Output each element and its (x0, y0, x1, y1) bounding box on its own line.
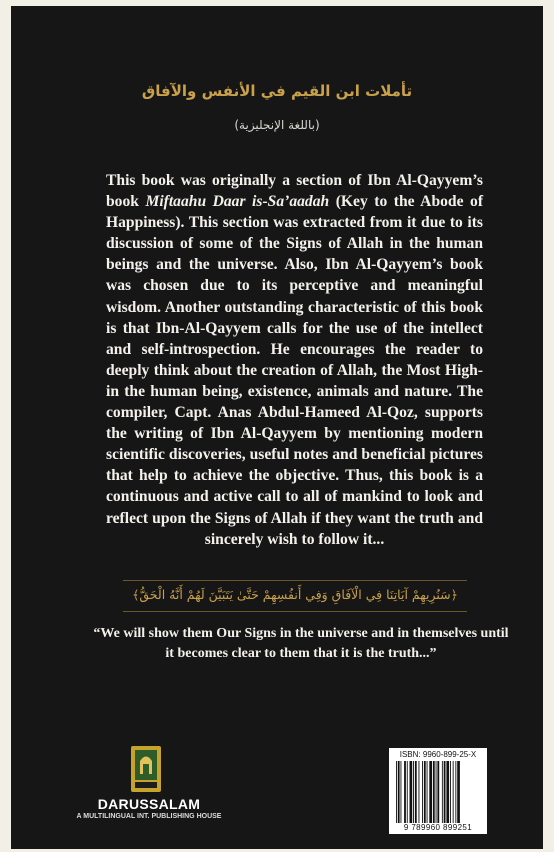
barcode-bar (433, 761, 435, 823)
back-cover (11, 6, 543, 849)
publisher-name: DARUSSALAM (97, 796, 201, 812)
barcode-bar (398, 761, 400, 823)
barcode-bar (413, 761, 414, 823)
barcode-bar (446, 761, 449, 823)
barcode-bar (407, 761, 408, 823)
verse-translation: “We will show them Our Signs in the universe and in themselves until it becomes clear to them that it is the truth...” (93, 626, 509, 661)
barcode-bar (424, 761, 426, 823)
barcode-bar (415, 761, 417, 823)
barcode-bar (410, 761, 413, 823)
quran-verse-frame (123, 580, 467, 612)
barcode-digits: 9 789960 899251 (403, 823, 473, 832)
barcode-bar (419, 761, 420, 823)
description-text-start: This book was originally a section of Ibn Al-Qayyem’s book (106, 172, 483, 211)
barcode-bar (422, 761, 423, 823)
barcode-bar (436, 761, 437, 823)
isbn-label: ISBN: 9960-899-25-X (399, 750, 477, 759)
barcode-bar (437, 761, 439, 823)
barcode-bar (401, 761, 402, 823)
barcode-bar (404, 761, 406, 823)
logo-base (135, 782, 157, 788)
barcode-bar (444, 761, 446, 823)
barcode-bar (429, 761, 432, 823)
publisher-tagline: A MULTILINGUAL INT. PUBLISHING HOUSE (76, 813, 222, 820)
barcode-bar (427, 761, 428, 823)
darussalam-logo-icon (131, 746, 161, 792)
arabic-title: تأملات ابن القيم في الأنفس والآفاق (141, 82, 413, 100)
logo-door (143, 764, 149, 774)
logo-graphic (131, 746, 161, 792)
description-text-rest: (Key to the Abode of Happiness). This section was extracted from it due to its discussion of some of the Signs of Allah in the human beings and the universe. Also, Ibn Al-Qayyem’s book was chosen due to its perceptive and meaningful wisdom. Another outstanding characteristic of this book is that Ibn-Al-Qayyem calls for the use of the intellect and self-introspection. He encourages the reader to deeply think about the creation of Allah, the Most High-in the human being, existence, animals and nature. The compiler, Capt. Anas Abdul-Hameed Al-Qoz, supports the writing of Ibn Al-Qayyem by mentioning modern scientific discoveries, useful notes and beneficial pictures that help to achieve the objective. Thus, this book is a continuous and active call to all of mankind to look and reflect upon the Signs of Allah if they want the truth and sincerely wish to follow it... (106, 193, 484, 548)
barcode-bar (450, 761, 451, 823)
quran-verse-arabic: ﴿سَنُرِيهِمْ آيَاتِنَا فِي الْآفَاقِ وَفِي أَنفُسِهِمْ حَتَّىٰ يَتَبَيَّنَ لَهُمْ أَنَّهُ الْحَقُّ﴾ (132, 587, 458, 602)
barcode-bar (396, 761, 397, 823)
barcode-bars (395, 761, 481, 823)
barcode-bar (457, 761, 460, 823)
book-title-italic: Miftaahu Daar is-Sa’aadah (145, 193, 330, 211)
arabic-subtitle: (باللغة الإنجليزية) (234, 118, 320, 132)
barcode-bar (442, 761, 443, 823)
barcode-bar (455, 761, 456, 823)
isbn-barcode (389, 748, 487, 834)
barcode-bar (453, 761, 454, 823)
book-description (106, 170, 483, 550)
